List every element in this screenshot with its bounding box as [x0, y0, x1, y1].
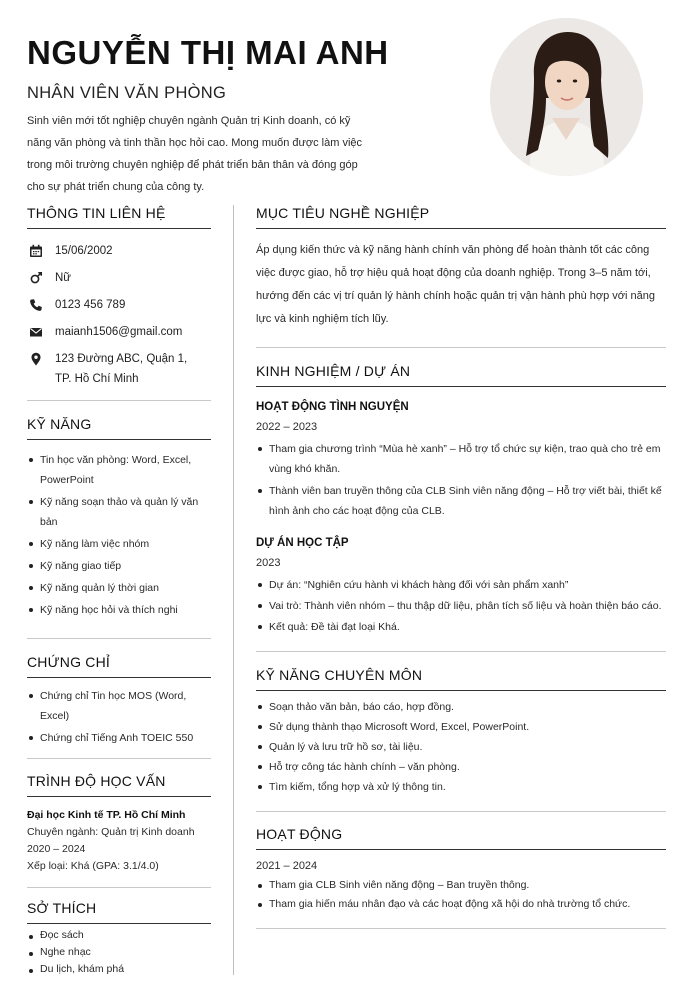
skills-section-title: KỸ NĂNG — [27, 416, 211, 440]
contact-phone — [27, 295, 211, 315]
contact-birthday — [27, 241, 211, 261]
activities-section-title: HOẠT ĐỘNG — [256, 826, 666, 850]
list-item: Tin học văn phòng: Word, Excel, PowerPoint — [27, 450, 211, 490]
education-section-title: TRÌNH ĐỘ HỌC VẤN — [27, 773, 211, 797]
profile-summary: Sinh viên mới tốt nghiệp chuyên ngành Quản trị Kinh doanh, có kỹ năng văn phòng và tinh thần học hỏi cao. Mong muốn được làm việc trong môi trường chuyên nghiệp để phát triển bản thân và đóng góp cho sự phát triển chung của công ty. — [27, 115, 363, 193]
education-grade: Xếp loại: Khá (GPA: 3.1/4.0) — [27, 860, 159, 872]
contact-gender — [27, 268, 211, 288]
divider — [256, 928, 666, 929]
contact-section-title: THÔNG TIN LIÊN HỆ — [27, 205, 211, 229]
address-line1: 123 Đường ABC, Quận 1, — [55, 353, 188, 365]
profile-photo — [490, 18, 643, 176]
list-item: Sử dụng thành thạo Microsoft Word, Excel, PowerPoint. — [256, 717, 666, 737]
list-item: Hỗ trợ công tác hành chính – văn phòng. — [256, 757, 666, 777]
divider — [256, 347, 666, 348]
list-item: Đọc sách — [27, 927, 211, 944]
experience-group-period: 2023 — [256, 557, 281, 569]
list-item: Vai trò: Thành viên nhóm – thu thập dữ liệu, phân tích số liệu và hoàn thiện báo cáo. — [256, 596, 666, 616]
experience-group-period: 2022 – 2023 — [256, 421, 318, 433]
school-name: Đại học Kinh tế TP. Hồ Chí Minh — [27, 809, 186, 821]
list-item: Tham gia chương trình “Mùa hè xanh” – Hỗ trợ tổ chức sự kiện, trao quà cho trẻ em vùng khó khăn. — [256, 439, 666, 479]
list-item: Soạn thảo văn bản, báo cáo, hợp đồng. — [256, 697, 666, 717]
list-item: Tìm kiếm, tổng hợp và xử lý thông tin. — [256, 777, 666, 797]
list-item: Tham gia hiến máu nhân đạo và các hoạt động xã hội do nhà trường tổ chức. — [256, 895, 666, 914]
column-divider — [233, 205, 234, 975]
job-title: NHÂN VIÊN VĂN PHÒNG — [27, 84, 227, 102]
divider — [27, 887, 211, 888]
skills-list — [27, 450, 211, 620]
divider — [256, 811, 666, 812]
list-item: Kỹ năng giao tiếp — [27, 556, 211, 576]
email-icon — [27, 322, 45, 342]
divider — [27, 638, 211, 639]
right-column — [256, 205, 666, 929]
hobbies-section-title: SỞ THÍCH — [27, 900, 211, 924]
education-block — [27, 807, 211, 875]
activities-list — [256, 876, 666, 914]
education-period: 2020 – 2024 — [27, 843, 86, 855]
list-item: Quản lý và lưu trữ hồ sơ, tài liệu. — [256, 737, 666, 757]
divider — [256, 651, 666, 652]
list-item: Chứng chỉ Tiếng Anh TOEIC 550 — [27, 728, 211, 748]
contact-email — [27, 322, 211, 342]
list-item: Dự án: “Nghiên cứu hành vi khách hàng đối với sản phẩm xanh” — [256, 575, 666, 595]
portrait-illustration — [490, 18, 643, 176]
certificates-list — [27, 686, 211, 748]
phone-text: 0123 456 789 — [55, 299, 126, 311]
list-item: Kết quả: Đề tài đạt loại Khá. — [256, 617, 666, 637]
activities-period: 2021 – 2024 — [256, 860, 318, 872]
list-item: Chứng chỉ Tin học MOS (Word, Excel) — [27, 686, 211, 726]
experience-section-title: KINH NGHIỆM / DỰ ÁN — [256, 363, 666, 387]
list-item: Kỹ năng làm việc nhóm — [27, 534, 211, 554]
list-item: Du lịch, khám phá — [27, 961, 211, 978]
divider — [27, 758, 211, 759]
email-text[interactable]: maianh1506@gmail.com — [55, 326, 183, 338]
contact-address — [27, 349, 211, 389]
experience-group-heading: HOẠT ĐỘNG TÌNH NGUYỆN — [256, 401, 409, 413]
list-item: Thành viên ban truyền thông của CLB Sinh viên năng động – Hỗ trợ viết bài, thiết kế hình ảnh cho các hoạt động của CLB. — [256, 481, 666, 521]
calendar-icon — [27, 241, 45, 261]
address-line2: TP. Hồ Chí Minh — [55, 373, 139, 385]
list-item: Kỹ năng soạn thảo và quản lý văn bản — [27, 492, 211, 532]
birthday-text: 15/06/2002 — [55, 245, 113, 257]
gender-text: Nữ — [55, 272, 72, 284]
objective-section-title: MỤC TIÊU NGHỀ NGHIỆP — [256, 205, 666, 229]
gender-icon — [27, 268, 45, 288]
certificates-section-title: CHỨNG CHỈ — [27, 654, 211, 678]
divider — [27, 400, 211, 401]
list-item: Kỹ năng quản lý thời gian — [27, 578, 211, 598]
address-text — [55, 349, 187, 389]
objective-text: Áp dụng kiến thức và kỹ năng hành chính văn phòng để hoàn thành tốt các công việc được giao, hỗ trợ hiệu quả hoạt động của doanh nghiệp. Trong 3–5 năm tới, hướng đến các vị trí quản lý hành chính hoặc quản trị vận hành phù hợp với năng lực và kinh nghiệm tích lũy. — [256, 244, 655, 325]
list-item: Tham gia CLB Sinh viên năng động – Ban truyền thông. — [256, 876, 666, 895]
pro-skills-list — [256, 697, 666, 797]
contact-list — [27, 241, 211, 389]
left-column — [27, 205, 211, 978]
experience-group-list — [256, 575, 666, 637]
candidate-name: NGUYỄN THỊ MAI ANH — [27, 34, 389, 71]
experience-group-heading: DỰ ÁN HỌC TẬP — [256, 537, 349, 549]
education-major: Chuyên ngành: Quản trị Kinh doanh — [27, 826, 195, 838]
pro-skills-section-title: KỸ NĂNG CHUYÊN MÔN — [256, 667, 666, 691]
hobbies-list — [27, 927, 211, 978]
phone-icon — [27, 295, 45, 315]
location-icon — [27, 349, 45, 369]
list-item: Kỹ năng học hỏi và thích nghi — [27, 600, 211, 620]
experience-group-list — [256, 439, 666, 521]
list-item: Nghe nhạc — [27, 944, 211, 961]
